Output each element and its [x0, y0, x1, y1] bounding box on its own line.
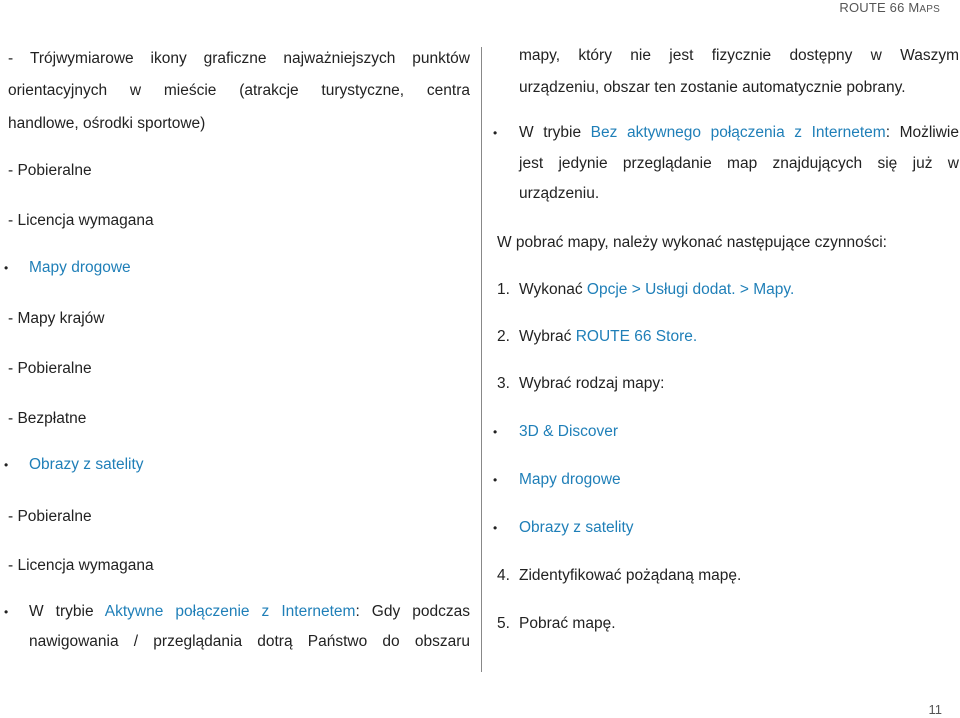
- paragraph-line: urządzeniu, obszar ten zostanie automatycznie pobrany.: [519, 79, 906, 96]
- bullet-item-text: jest jedynie przeglądanie map znajdujących się już w: [519, 155, 959, 172]
- bullet-icon: •: [493, 473, 498, 487]
- step-item: [497, 279, 959, 301]
- paragraph-line: mapy, który nie jest fizycznie dostępny w Waszym: [519, 47, 959, 64]
- step-item: [497, 373, 959, 395]
- bullet-item-text: Obrazy z satelity: [519, 519, 634, 536]
- bullet-item: [4, 257, 470, 279]
- step-number: 4.: [497, 567, 510, 584]
- bullet-icon: •: [493, 521, 498, 535]
- bullet-item-text: urządzeniu.: [519, 185, 600, 202]
- list-item: - Licencja wymagana: [8, 557, 154, 574]
- step-number: 2.: [497, 328, 510, 345]
- bullet-item-text: Mapy drogowe: [519, 471, 621, 488]
- page-number: 11: [928, 702, 942, 717]
- bullet-icon: •: [493, 425, 498, 439]
- step-item: [497, 613, 959, 635]
- bullet-item: [4, 601, 471, 623]
- list-item: - Mapy krajów: [8, 310, 105, 327]
- step-item: [497, 565, 959, 587]
- step-number: 5.: [497, 615, 510, 632]
- bullet-item-text: nawigowania / przeglądania dotrą Państwo do obszaru: [29, 633, 470, 650]
- list-item-text: Trójwymiarowe ikony graficzne najważniejszych punktów: [30, 50, 470, 67]
- mode-rest: : Możliwie: [885, 124, 959, 141]
- bullet-icon: •: [4, 605, 9, 619]
- bullet-item: [493, 517, 959, 539]
- bullet-item: [493, 469, 959, 491]
- header-brand: ROUTE 66: [839, 0, 905, 15]
- list-item: - Bezpłatne: [8, 410, 87, 427]
- bullet-item-text: Obrazy z satelity: [29, 456, 144, 473]
- bullet-icon: •: [4, 261, 9, 275]
- column-divider: [481, 47, 482, 672]
- header-section-first: M: [908, 0, 920, 15]
- bullet-item: [4, 454, 470, 476]
- bullet-icon: •: [493, 126, 498, 140]
- list-item: - Pobieralne: [8, 360, 92, 377]
- step-number: 1.: [497, 281, 510, 298]
- step-link: Opcje > Usługi dodat. > Mapy.: [586, 281, 795, 298]
- mode-rest: : Gdy podczas: [355, 603, 471, 620]
- step-item: [497, 326, 959, 348]
- list-item: [8, 48, 470, 70]
- bullet-item-text: Mapy drogowe: [29, 259, 131, 276]
- step-text: Wykonać: [519, 281, 587, 298]
- mode-prefix: W trybie: [29, 603, 105, 620]
- list-item: - Pobieralne: [8, 162, 92, 179]
- step-text: Zidentyfikować pożądaną mapę.: [519, 567, 742, 584]
- bullet-item: [493, 122, 959, 144]
- header-section-rest: APS: [919, 4, 940, 15]
- mode-name: Aktywne połączenie z Internetem: [104, 603, 356, 620]
- bullet-item-text: 3D & Discover: [519, 423, 619, 440]
- dash: -: [8, 50, 14, 67]
- step-text: Wybrać rodzaj mapy:: [519, 375, 665, 392]
- intro-text: W pobrać mapy, należy wykonać następujące czynności:: [497, 234, 887, 251]
- running-header: [839, 0, 940, 16]
- list-item-text: handlowe, ośrodki sportowe): [8, 115, 206, 132]
- step-link: ROUTE 66 Store.: [575, 328, 698, 345]
- bullet-item: [493, 421, 959, 443]
- list-item: - Licencja wymagana: [8, 212, 154, 229]
- step-number: 3.: [497, 375, 510, 392]
- list-item: - Pobieralne: [8, 508, 92, 525]
- step-text: Pobrać mapę.: [519, 615, 616, 632]
- step-text: Wybrać: [519, 328, 576, 345]
- bullet-icon: •: [4, 458, 9, 472]
- mode-name: Bez aktywnego połączenia z Internetem: [590, 124, 886, 141]
- mode-prefix: W trybie: [519, 124, 591, 141]
- list-item-text: orientacyjnych w mieście (atrakcje turystyczne, centra: [8, 82, 470, 99]
